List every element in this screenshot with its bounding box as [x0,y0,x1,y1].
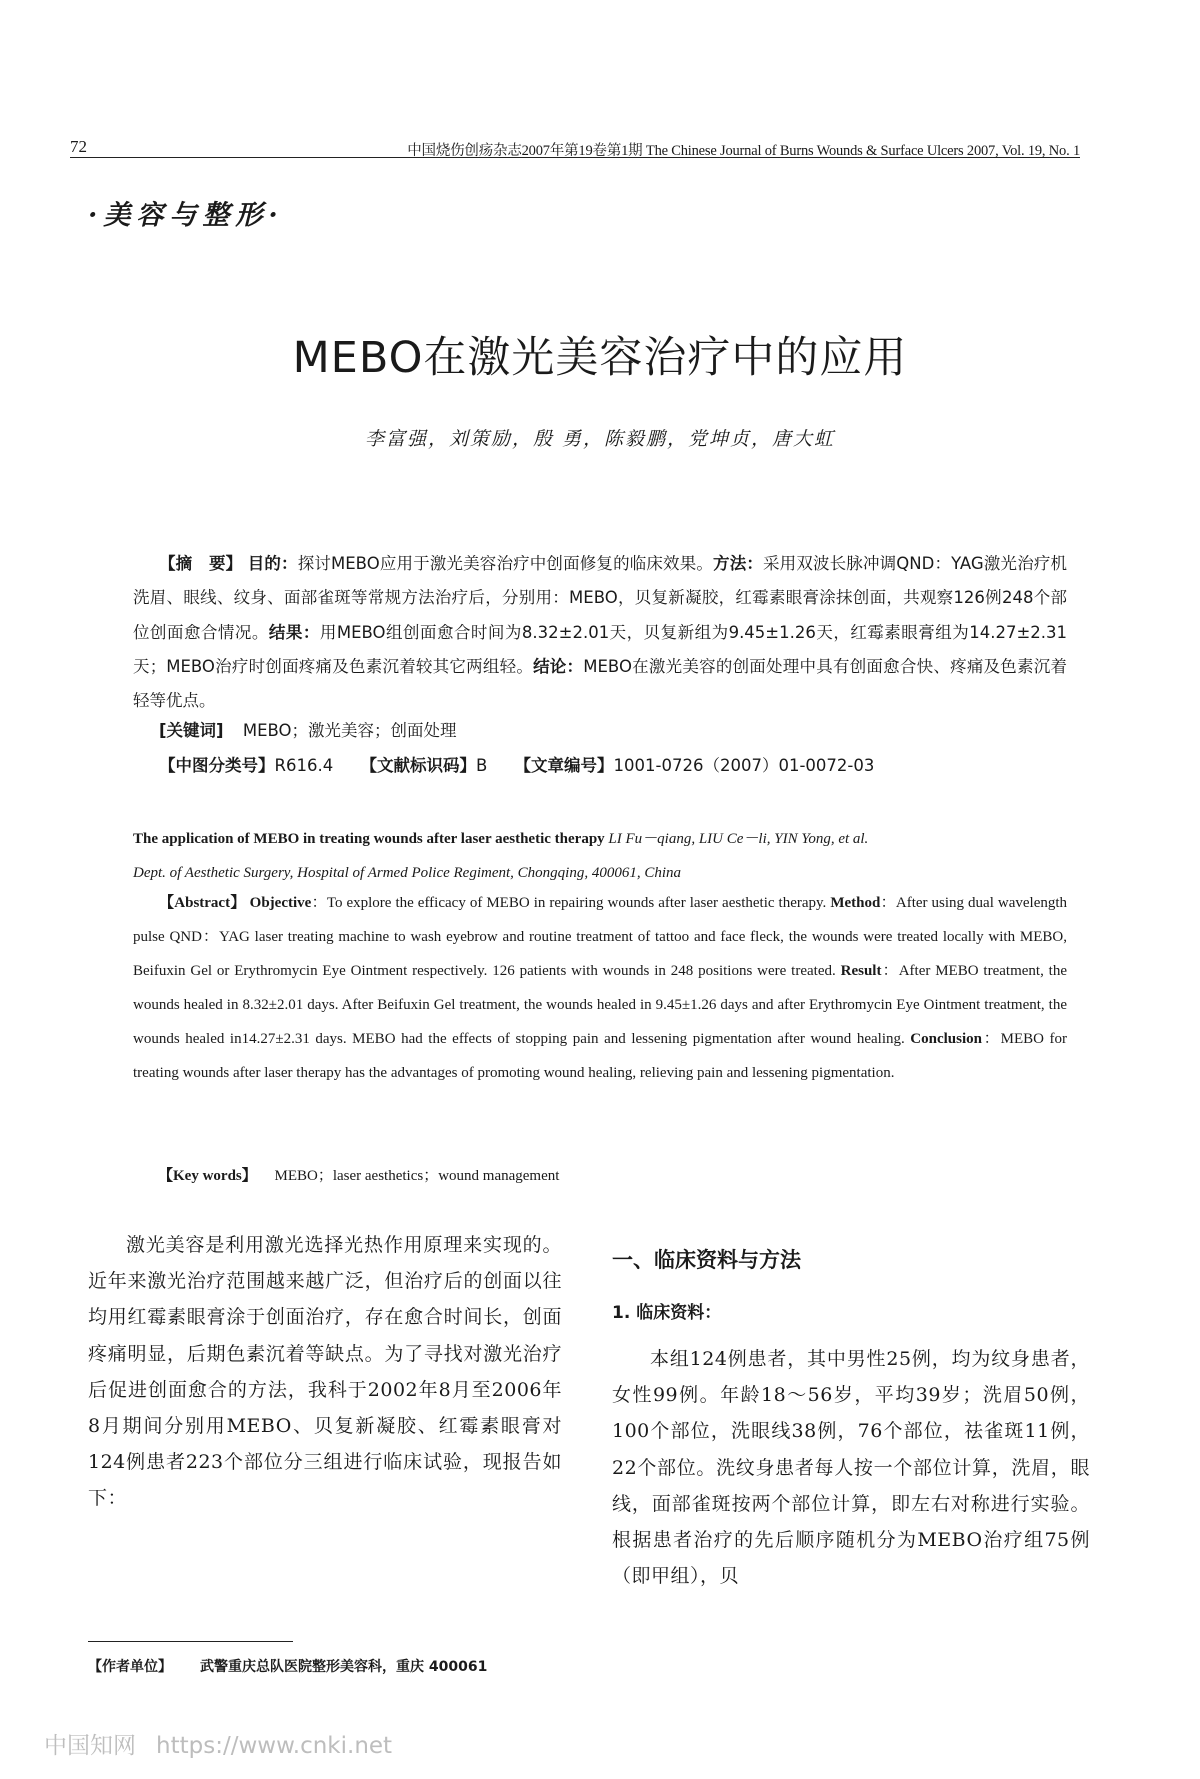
en-result: ：After MEBO treatment, the wounds healed in 8.32±2.01 days. After Beifuxin Gel treatment, the wounds healed in 9.45±1.26 days and after Erythromycin Eye Ointment treatment, the wounds healed in14.27±2.31 days. MEBO had the effects of stopping pain and lessening pigmentation after wound healing. [133,963,1068,1047]
cn-objective: 探讨MEBO应用于激光美容治疗中创面修复的临床效果。 [297,554,714,573]
en-conclusion-label: Conclusion [910,1031,982,1047]
watermark-brand: 中国知网 [44,1733,136,1759]
article-number-label: 【文章编号】 [514,756,614,775]
body-right-column [612,1244,1090,1594]
cn-objective-label: 目的： [247,554,298,573]
en-title-block [133,822,1067,890]
classification-line [159,752,874,776]
en-method: ：After using dual wavelength pulse QND：YAG laser treating machine to wash eyebrow and routine treatment of tattoo and face fleck, the wounds were treated locally with MEBO, Beifuxin Gel or Erythromycin Eye Ointment respectively. 126 patients with wounds in 248 positions were treated. [133,895,1068,979]
clinical-data-paragraph: 本组124例患者，其中男性25例，均为纹身患者，女性99例。年龄18～56岁，平均39岁；洗眉50例，100个部位，洗眼线38例，76个部位，祛雀斑11例，22个部位。洗纹身患者每人按一个部位计算，洗眉，眼线，面部雀斑按两个部位计算，即左右对称进行实验。根据患者治疗的先后顺序随机分为MEBO治疗组75例（即甲组），贝 [612,1348,1090,1588]
sub-heading: 1. 临床资料： [612,1303,722,1323]
doc-code-value: B [475,756,488,775]
cn-method-label: 方法： [713,554,764,573]
footnote-label: 【作者单位】 [88,1659,172,1675]
doc-code-label: 【文献标识码】 [360,756,476,775]
en-abstract [133,886,1067,1090]
cn-conclusion-label: 结论： [533,656,584,676]
footnote [88,1656,487,1676]
cn-abstract [133,547,1067,718]
authors: 李富强，刘策励，殷 勇，陈毅鹏，党坤贞，唐大虹 [364,428,836,450]
en-conclusion: ：MEBO for treating wounds after laser therapy has the advantages of promoting wound healing, relieving pain and lessening pigmentation. [133,1031,1068,1081]
cnki-watermark [44,1727,392,1760]
en-method-label: Method [830,895,881,911]
page-title: MEBO在激光美容治疗中的应用 [292,333,908,383]
en-affiliation: Dept. of Aesthetic Surgery, Hospital of Armed Police Regiment, Chongqing, 400061, China [133,865,681,881]
en-title: The application of MEBO in treating wounds after laser aesthetic therapy [133,831,605,847]
clc-label: 【中图分类号】 [159,756,275,775]
journal-header: 中国烧伤创疡杂志2007年第19卷第1期 The Chinese Journal of Burns Wounds & Surface Ulcers 2007, Vol. 19, No. 1 [407,143,1080,159]
cn-keywords-value: MEBO；激光美容；创面处理 [242,721,457,740]
en-abstract-label: 【Abstract】 [159,895,246,911]
en-objective: ：To explore the efficacy of MEBO in repairing wounds after laser aesthetic therapy. [311,895,827,911]
cn-keywords [159,717,457,741]
body-left-column [88,1227,562,1517]
clc-value: R616.4 [274,756,334,775]
en-result-label: Result [840,963,882,979]
cn-keywords-label: [关键词] [159,721,224,740]
en-keywords-label: 【Key words】 [158,1168,257,1184]
section-heading: 一、临床资料与方法 [612,1248,801,1272]
en-keywords [158,1164,559,1185]
en-keywords-value: MEBO；laser aesthetics；wound management [274,1168,560,1184]
section-label: ·美容与整形· [88,200,284,231]
article-number-value: 1001-0726（2007）01-0072-03 [613,756,875,775]
page-number: 72 [70,137,87,156]
watermark-url: https://www.cnki.net [156,1733,393,1759]
cn-method: 采用双波长脉冲调QND：YAG激光治疗机洗眉、眼线、纹身、面部雀斑等常规方法治疗后，分别用：MEBO，贝复新凝胶，红霉素眼膏涂抹创面，共观察126例248个部位创面愈合情况。 [133,554,1068,642]
cn-result-label: 结果： [268,622,320,642]
cn-abstract-label: 【摘 要】 [159,554,243,573]
en-authors: LI Fu－qiang, LIU Ce－li, YIN Yong, et al. [608,831,869,847]
cn-conclusion: MEBO在激光美容的创面处理中具有创面愈合快、疼痛及色素沉着轻等优点。 [133,656,1067,711]
footnote-text: 武警重庆总队医院整形美容科，重庆 400061 [200,1659,488,1675]
footnote-rule [88,1641,293,1642]
intro-paragraph: 激光美容是利用激光选择光热作用原理来实现的。近年来激光治疗范围越来越广泛，但治疗后的创面以往均用红霉素眼膏涂于创面治疗，存在愈合时间长，创面疼痛明显，后期色素沉着等缺点。为了寻找对激光治疗后促进创面愈合的方法，我科于2002年8月至2006年8月期间分别用MEBO、贝复新凝胶、红霉素眼膏对124例患者223个部位分三组进行临床试验，现报告如下： [88,1234,562,1510]
en-objective-label: Objective [249,895,312,911]
cn-result: 用MEBO组创面愈合时间为8.32±2.01天，贝复新组为9.45±1.26天，红霉素眼膏组为14.27±2.31天；MEBO治疗时创面疼痛及色素沉着较其它两组轻。 [133,622,1068,676]
